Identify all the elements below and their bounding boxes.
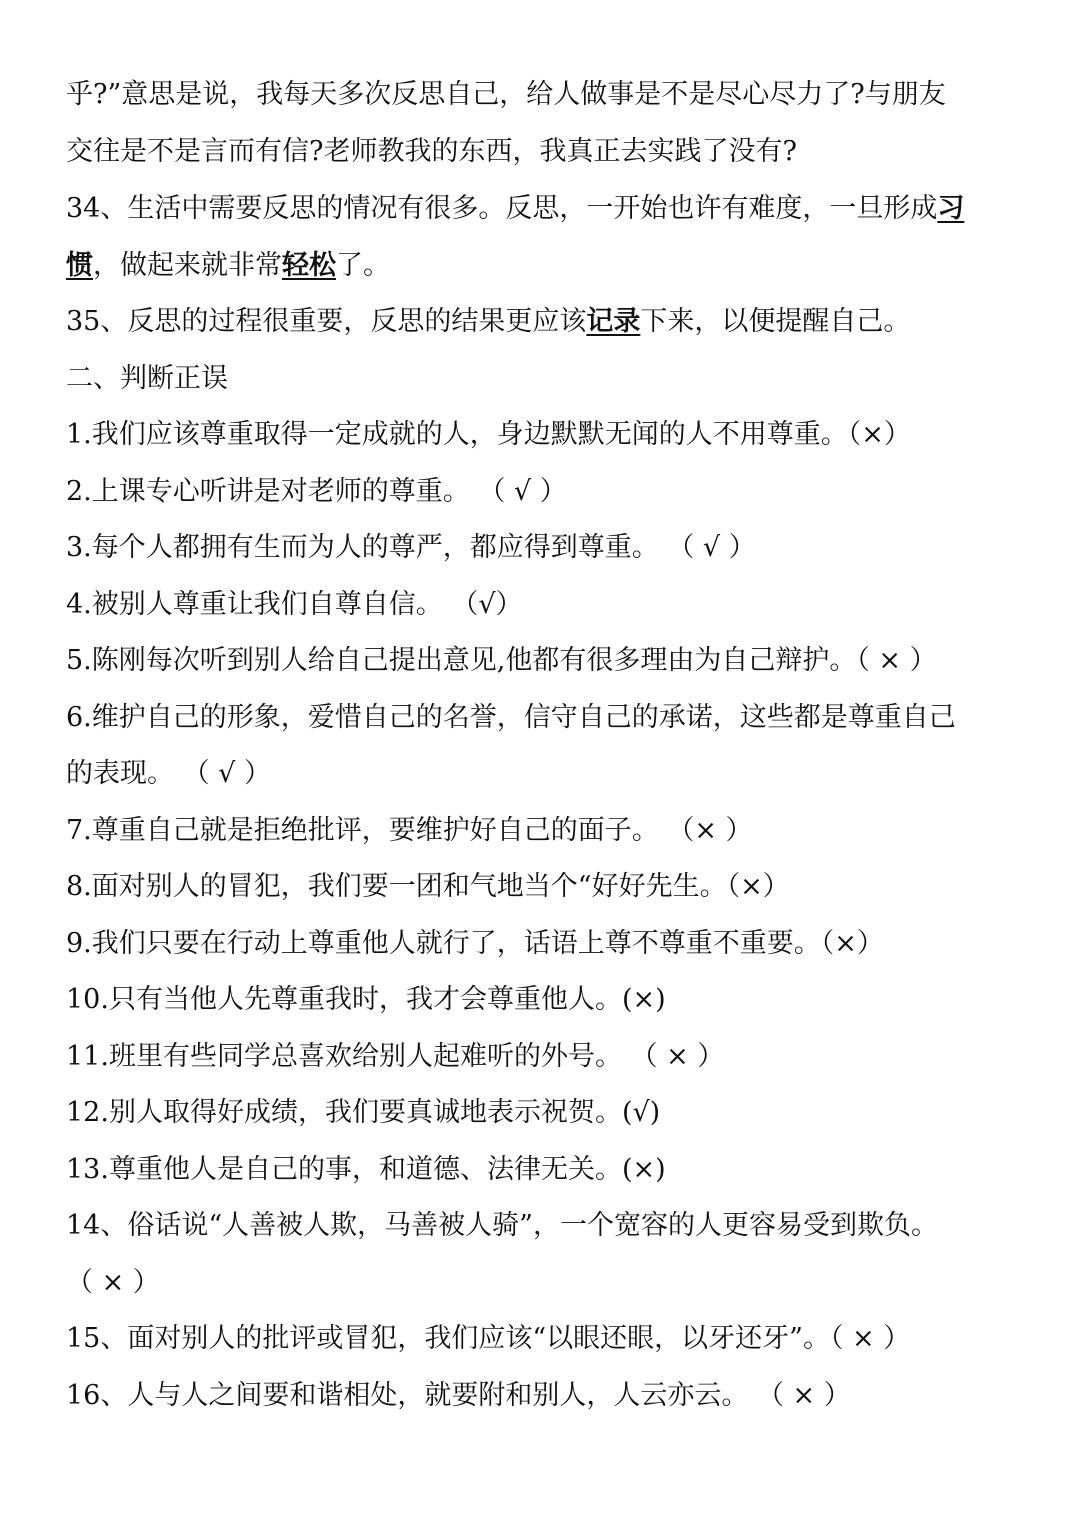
judgment-line: 2.上课专心听讲是对老师的尊重。 （ √ ） bbox=[66, 476, 567, 507]
paragraph-continuation-line-2: 交往是不是言而有信?老师教我的东西，我真正去实践了没有? bbox=[66, 136, 797, 167]
item-35-keyword-jilu: 记录 bbox=[586, 306, 641, 337]
judgment-line: 5.陈刚每次听到别人给自己提出意见,他都有很多理由为自己辩护。（ × ） bbox=[66, 645, 937, 676]
judgment-line: 4.被别人尊重让我们自尊自信。 （√） bbox=[66, 589, 523, 620]
judgment-line: 6.维护自己的形象，爱惜自己的名誉，信守自己的承诺，这些都是尊重自己 bbox=[66, 702, 956, 733]
judgment-line: 7.尊重自己就是拒绝批评，要维护好自己的面子。 （× ） bbox=[66, 815, 753, 846]
judgment-line: 3.每个人都拥有生而为人的尊严，都应得到尊重。 （ √ ） bbox=[66, 532, 756, 563]
judgment-line: 10.只有当他人先尊重我时，我才会尊重他人。(×) bbox=[66, 984, 666, 1015]
judgment-line: 的表现。 （ √ ） bbox=[66, 758, 271, 789]
item-34-text-b: ，做起来就非常 bbox=[93, 250, 282, 281]
item-34-text-c: 了。 bbox=[336, 250, 390, 281]
judgment-line: 15、面对别人的批评或冒犯，我们应该“以眼还眼，以牙还牙”。（ × ） bbox=[66, 1323, 911, 1354]
item-34-line-1 bbox=[66, 191, 964, 227]
judgment-line: 16、人与人之间要和谐相处，就要附和别人，人云亦云。 （ × ） bbox=[66, 1380, 851, 1411]
judgment-line: 14、俗话说“人善被人欺，马善被人骑”，一个宽容的人更容易受到欺负。 bbox=[66, 1210, 938, 1241]
item-34-text-a: 34、生活中需要反思的情况有很多。反思，一开始也许有难度，一旦形成 bbox=[66, 193, 938, 224]
item-34-keyword-xi: 习 bbox=[937, 193, 965, 224]
paragraph-continuation-line-1: 乎?”意思是说，我每天多次反思自己，给人做事是不是尽心尽力了?与朋友 bbox=[66, 79, 946, 110]
item-35-text-a: 35、反思的过程很重要，反思的结果更应该 bbox=[66, 306, 587, 337]
item-35-line bbox=[66, 304, 910, 340]
judgment-line: 1.我们应该尊重取得一定成就的人，身边默默无闻的人不用尊重。（×） bbox=[66, 419, 911, 450]
judgment-line: 9.我们只要在行动上尊重他人就行了，话语上尊不尊重不重要。（×） bbox=[66, 928, 884, 959]
judgment-line: 12.别人取得好成绩，我们要真诚地表示祝贺。(√) bbox=[66, 1097, 661, 1128]
judgment-line: 13.尊重他人是自己的事，和道德、法律无关。(×) bbox=[66, 1154, 666, 1185]
item-34-keyword-qingsong: 轻松 bbox=[282, 250, 336, 281]
judgment-line: 8.面对别人的冒犯，我们要一团和气地当个“好好先生。（×） bbox=[66, 871, 790, 902]
judgment-line: （ × ） bbox=[66, 1267, 160, 1298]
item-34-line-2 bbox=[66, 248, 390, 284]
section-title: 二、判断正误 bbox=[66, 363, 228, 394]
item-34-keyword-guan: 惯 bbox=[66, 250, 93, 281]
item-35-text-b: 下来，以便提醒自己。 bbox=[640, 306, 911, 337]
judgment-line: 11.班里有些同学总喜欢给别人起难听的外号。 （ × ） bbox=[66, 1041, 725, 1072]
